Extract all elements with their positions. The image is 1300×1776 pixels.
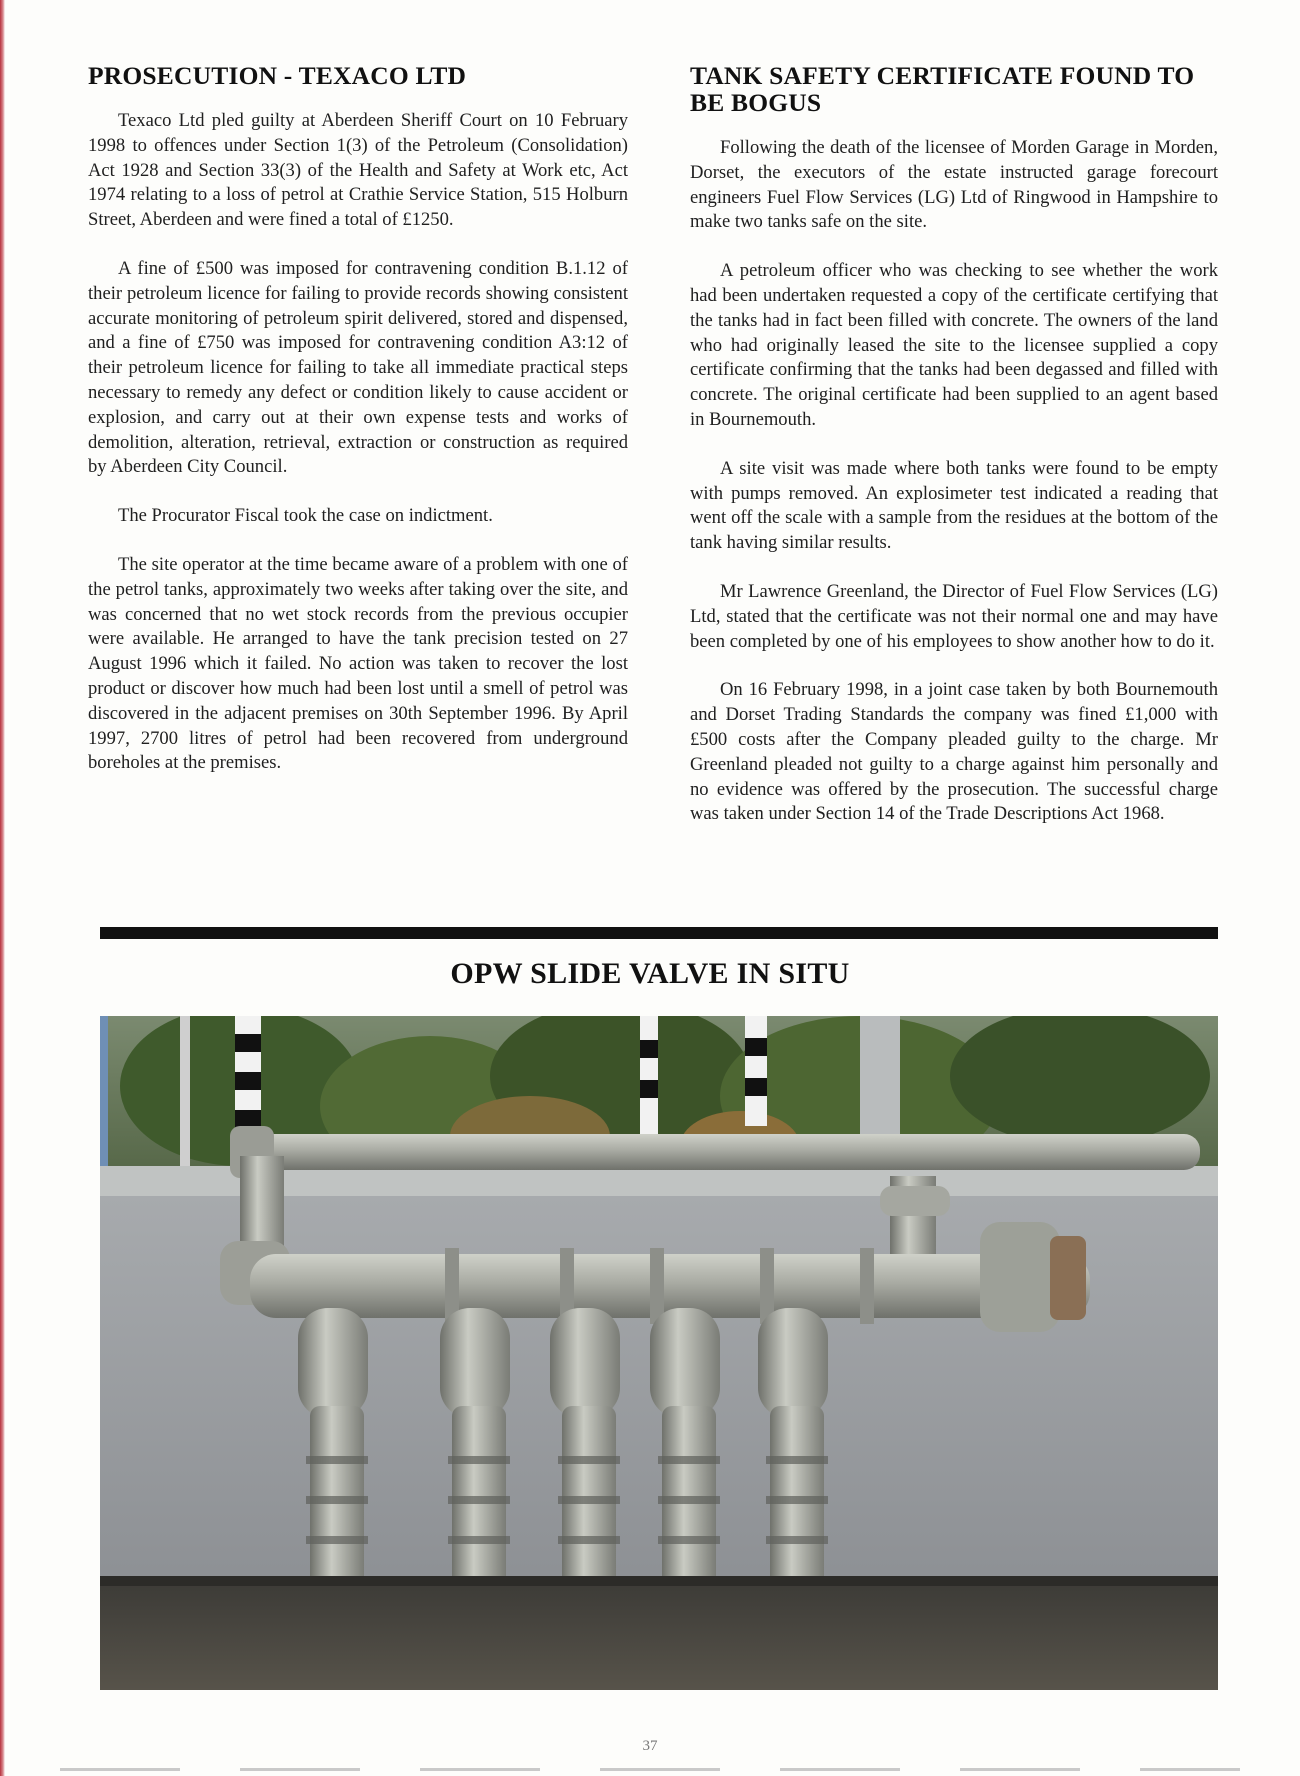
article-paragraph: A petroleum officer who was checking to see whether the work had been undertaken requested a copy of the certificate certifying that the tanks had in fact been filled with concrete. The owners of the land who had originally leased the site to the licensee supplied a copy certificate confirming that the tanks had been degassed and filled with concrete. The original certificate had been supplied to an agent based in Bournemouth. [690, 260, 1218, 430]
article-heading-texaco: PROSECUTION - TEXACO LTD [88, 61, 467, 90]
article-paragraph: A fine of £500 was imposed for contravening condition B.1.12 of their petroleum licence for failing to provide records showing consistent accurate monitoring of petroleum spirit delivered, stored and dispensed, and a fine of £750 was imposed for contravening condition A3:12 of their petroleum licence for failing to take all immediate practical steps necessary to remedy any defect or condition likely to cause accident or explosion, and carry out at their own expense tests and works of demolition, alteration, retrieval, extraction or construction as required by Aberdeen City Council. [88, 257, 628, 478]
article-paragraph: The site operator at the time became aware of a problem with one of the petrol tanks, approximately two weeks after taking over the site, and was concerned that no wet stock records from the previous occupier were available. He arranged to have the tank precision tested on 27 August 1996 which it failed. No action was taken to recover the lost product or discover how much had been lost until a smell of petrol was discovered in the adjacent premises on 30th September 1996. By April 1997, 2700 litres of petrol had been recovered from underground boreholes at the premises. [88, 553, 628, 774]
article-paragraph: On 16 February 1998, in a joint case taken by both Bournemouth and Dorset Trading Standards the company was fined £1,000 with £500 costs after the Company pleaded guilty to the charge. Mr Greenland pleaded not guilty to a charge against him personally and no evidence was offered by the prosecution. The successful charge was taken under Section 14 of the Trade Descriptions Act 1968. [690, 679, 1218, 825]
section-divider-rule [100, 927, 1218, 939]
scan-bottom-edge [60, 1768, 1240, 1771]
article-paragraph: Mr Lawrence Greenland, the Director of Fuel Flow Services (LG) Ltd, stated that the certificate was not their normal one and may have been completed by one of his employees to show another how to do it. [690, 580, 1218, 652]
article-bogus-certificate [690, 62, 1218, 851]
article-heading-bogus-certificate: TANK SAFETY CERTIFICATE FOUND TO BE BOGUS [690, 61, 1195, 117]
figure-caption: OPW SLIDE VALVE IN SITU [450, 957, 850, 990]
article-paragraph: The Procurator Fiscal took the case on indictment. [118, 505, 493, 527]
photo-slide-valve [100, 1016, 1218, 1690]
article-paragraph: Following the death of the licensee of Morden Garage in Morden, Dorset, the executors of the estate instructed garage forecourt engineers Fuel Flow Services (LG) Ltd of Ringwood in Hampshire to make two tanks safe on the site. [690, 137, 1218, 233]
article-texaco [88, 62, 628, 800]
article-paragraph: A site visit was made where both tanks were found to be empty with pumps removed. An explosimeter test indicated a reading that went off the scale with a sample from the residues at the bottom of the tank having similar results. [690, 457, 1218, 554]
article-paragraph: Texaco Ltd pled guilty at Aberdeen Sheriff Court on 10 February 1998 to offences under Section 1(3) of the Petroleum (Consolidation) Act 1928 and Section 33(3) of the Health and Safety at Work etc, Act 1974 relating to a loss of petrol at Crathie Service Station, 515 Holburn Street, Aberdeen and were fined a total of £1250. [88, 110, 628, 231]
page-edge-strip [0, 0, 5, 1776]
page-number: 37 [642, 1738, 658, 1754]
